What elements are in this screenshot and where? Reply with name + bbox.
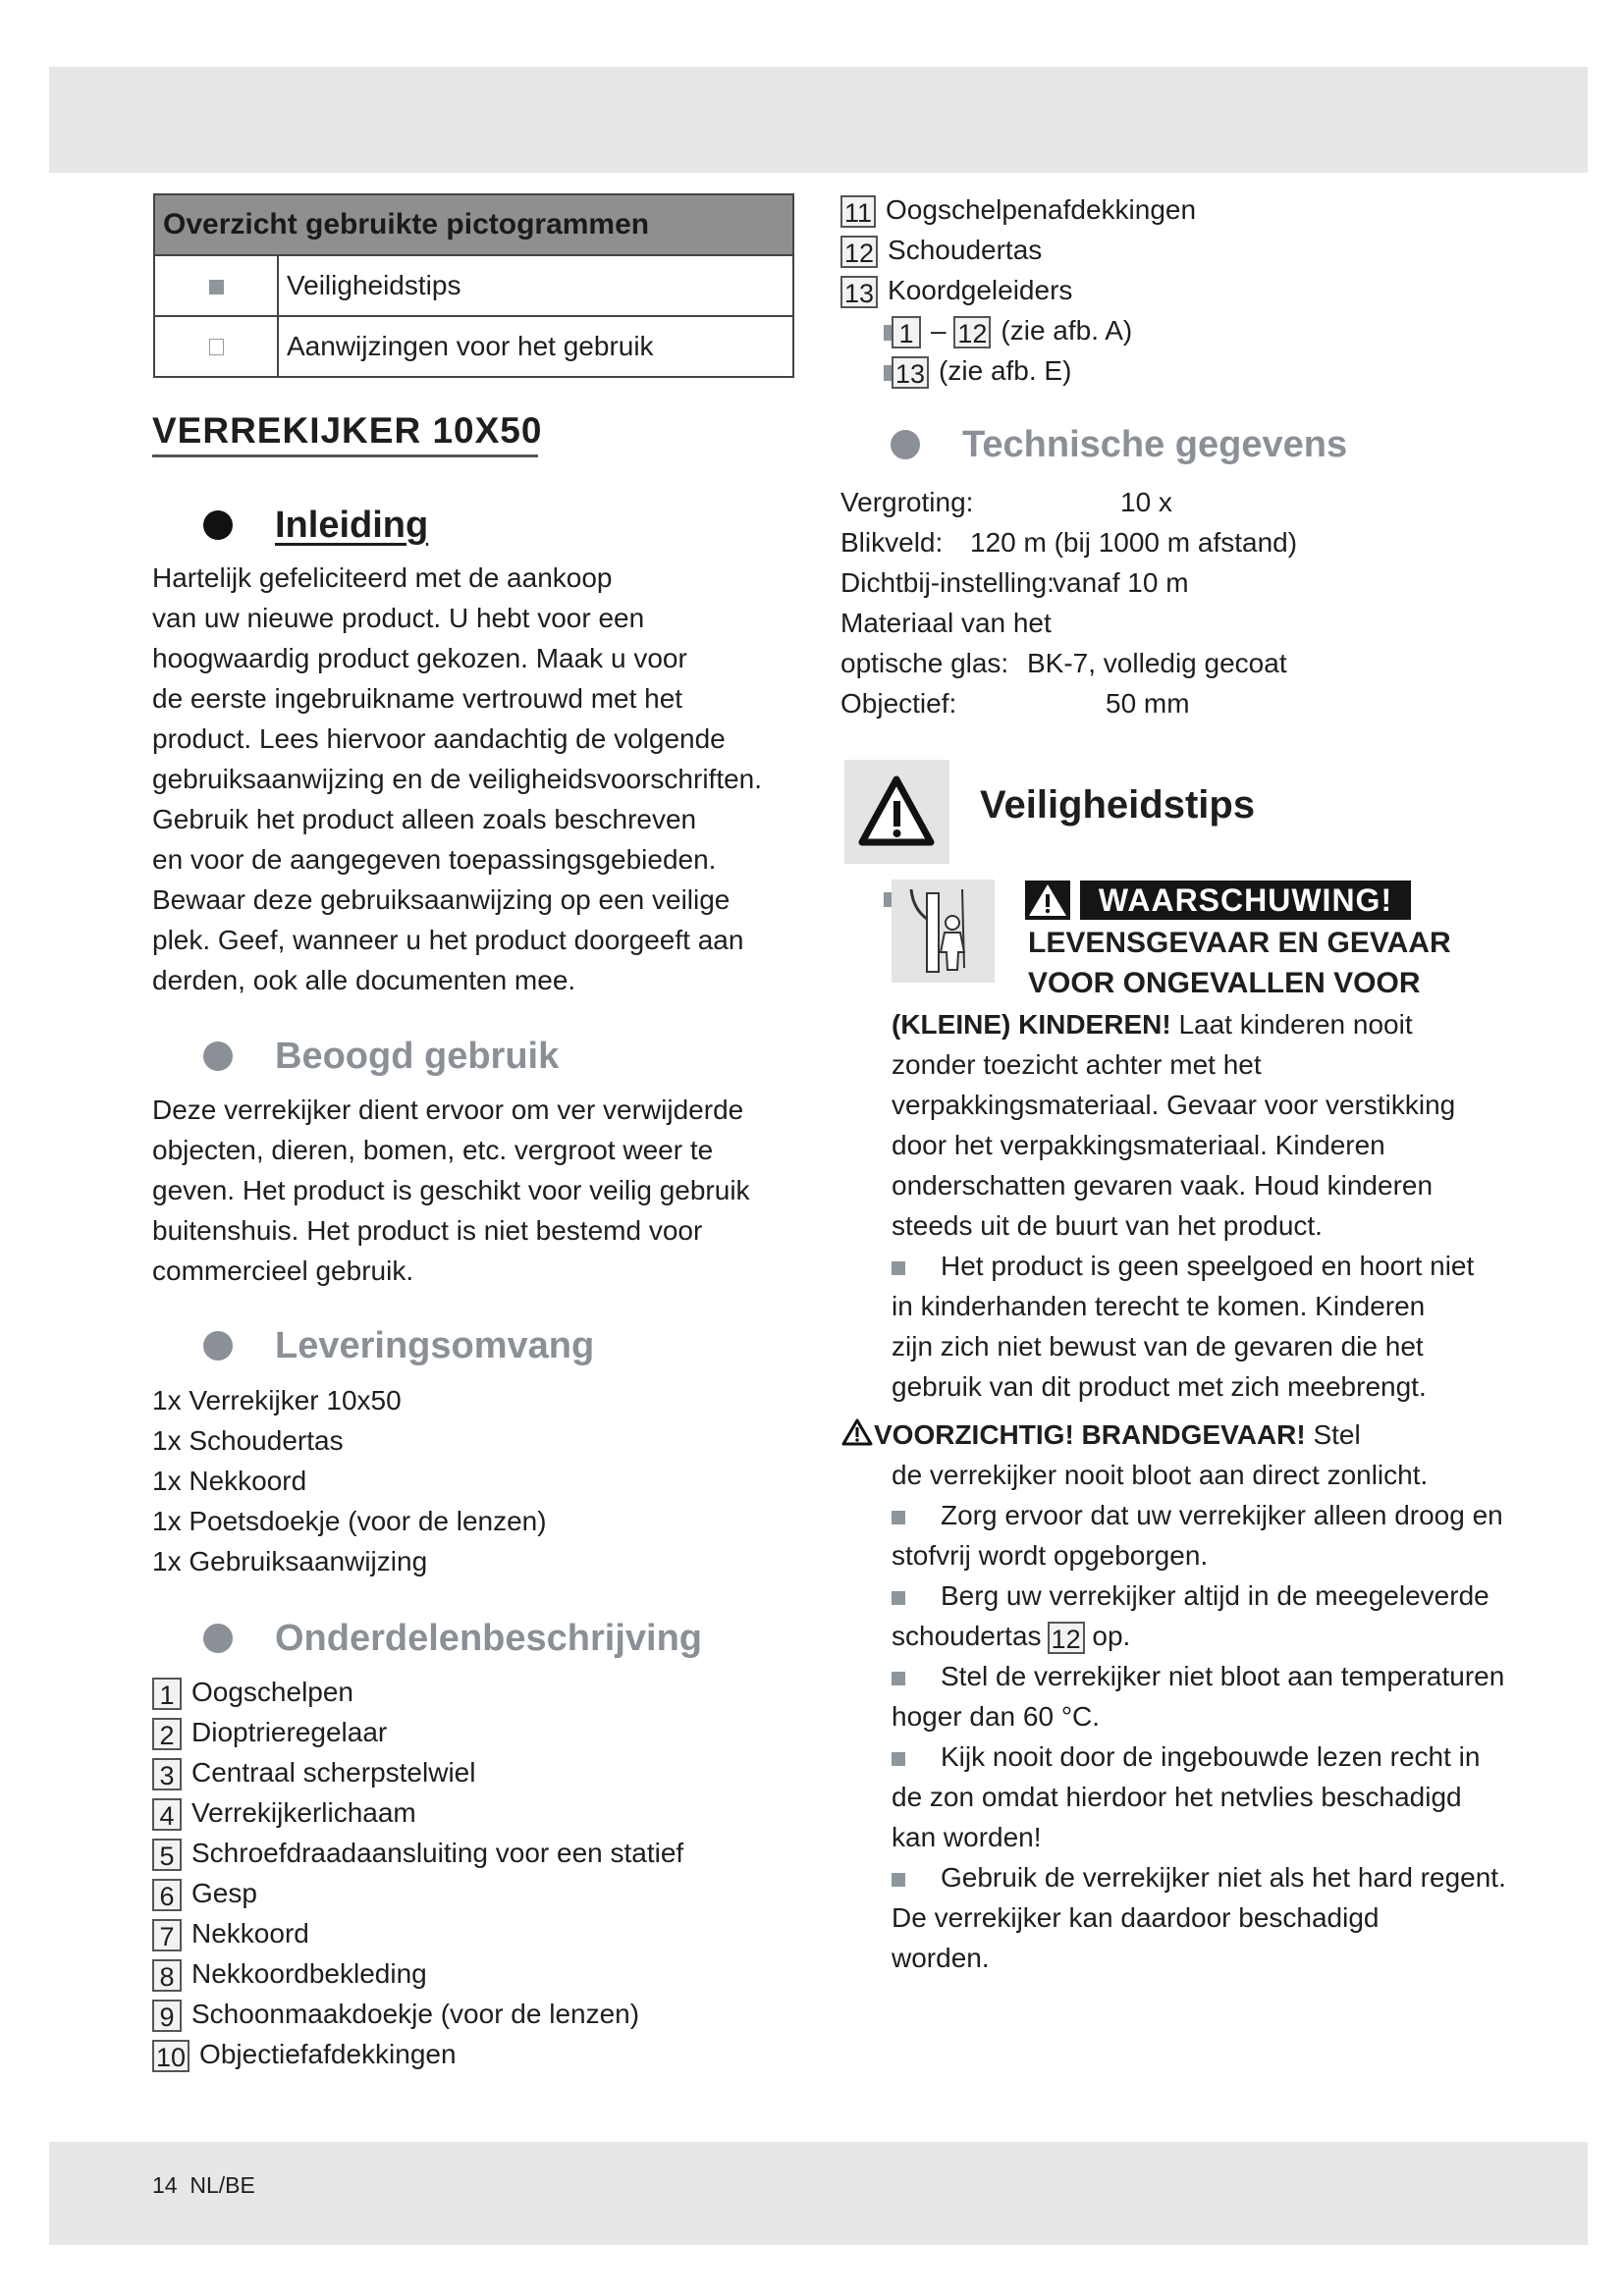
- heading-text: Technische gegevens: [962, 424, 1348, 465]
- part-item: [152, 1873, 683, 1913]
- line-text: Laat kinderen nooit: [1170, 1009, 1413, 1040]
- text-line: 1x Poetsdoekje (voor de lenzen): [152, 1506, 547, 1536]
- part-number: 1: [892, 316, 921, 348]
- line-text: de verrekijker nooit bloot aan direct zonlicht.: [892, 1460, 1429, 1490]
- bullet-square-icon: [892, 1511, 905, 1524]
- parts-ref-line: [884, 310, 1132, 350]
- safety-line: [840, 1415, 1506, 1455]
- part-number: 11: [840, 195, 876, 228]
- parts-list-2: [840, 189, 1196, 310]
- part-number: 13: [892, 356, 929, 389]
- bullet-circle-icon: [203, 1624, 233, 1653]
- line-text: Het product is geen speelgoed en hoort niet: [941, 1251, 1475, 1281]
- delivery-list: [152, 1380, 547, 1581]
- part-item: [152, 1953, 683, 1994]
- part-label: Verrekijkerlichaam: [191, 1797, 416, 1828]
- footer-band: [49, 2142, 1588, 2245]
- safety-line: [840, 1165, 1506, 1205]
- spec-label: optische glas:: [840, 648, 1009, 678]
- spec-label: Objectief:: [840, 688, 957, 719]
- spec-value: vanaf 10 m: [1053, 567, 1189, 598]
- safety-line: [840, 1897, 1506, 1938]
- empty-square-icon: [209, 339, 224, 355]
- pictogram-table: [153, 193, 794, 378]
- bullet-circle-icon: [891, 430, 920, 459]
- line-text: zonder toezicht achter met het: [892, 1049, 1262, 1080]
- line-text: gebruik van dit product met zich meebrengt.: [892, 1371, 1427, 1402]
- safety-line: [840, 1246, 1506, 1286]
- part-number: 8: [152, 1959, 182, 1992]
- line-text: verpakkingsmateriaal. Gevaar voor verstikking: [892, 1090, 1456, 1120]
- line-text: hoger dan 60 °C.: [892, 1701, 1101, 1732]
- bullet-square-icon: [892, 1873, 905, 1887]
- part-item: [152, 1672, 683, 1712]
- part-item: [840, 270, 1196, 310]
- part-item: [152, 1994, 683, 2034]
- part-label: Oogschelpenafdekkingen: [886, 194, 1197, 225]
- spec-row: [840, 482, 1528, 522]
- text-line: de eerste ingebruikname vertrouwd met het: [152, 683, 683, 714]
- line-text: onderschatten gevaren vaak. Houd kinderen: [892, 1170, 1434, 1201]
- bullet-circle-icon: [203, 510, 233, 540]
- safety-line: [840, 1616, 1506, 1656]
- parts-ref-line: [884, 350, 1132, 391]
- spec-label: Dichtbij-instelling:: [840, 567, 1055, 598]
- safety-line: [840, 1938, 1506, 1978]
- line-text: Berg uw verrekijker altijd in de meegeleverde: [941, 1580, 1489, 1611]
- page-footer: [152, 2172, 255, 2199]
- part-label: Nekkoord: [191, 1918, 309, 1949]
- pictogram-table-header: Overzicht gebruikte pictogrammen: [154, 194, 793, 255]
- part-item: [152, 1913, 683, 1953]
- text-line: product. Lees hiervoor aandachtig de volgende: [152, 723, 726, 754]
- spec-label: Vergroting:: [840, 487, 974, 517]
- page-number: 14: [152, 2172, 178, 2198]
- text-line: Hartelijk gefeliciteerd met de aankoop: [152, 562, 613, 593]
- bullet-square-icon: [892, 1752, 905, 1766]
- text-line: 1x Verrekijker 10x50: [152, 1385, 402, 1415]
- spec-value: BK-7, volledig gecoat: [1027, 648, 1287, 678]
- text-line: derden, ook alle documenten mee.: [152, 965, 576, 995]
- warning-label: WAARSCHUWING!: [1080, 881, 1411, 920]
- part-number: 10: [152, 2040, 189, 2072]
- safety-line: [840, 1575, 1506, 1616]
- part-label: Dioptrieregelaar: [191, 1717, 388, 1747]
- line-text: steeds uit de buurt van het product.: [892, 1210, 1323, 1241]
- line-text: Zorg ervoor dat uw verrekijker alleen droog en: [941, 1500, 1503, 1530]
- spec-row: [840, 562, 1528, 603]
- heading-text: Inleiding: [275, 505, 429, 546]
- safety-line: [840, 1286, 1506, 1326]
- line-text: de zon omdat hierdoor het netvlies beschadigd: [892, 1782, 1462, 1812]
- part-number: 2: [152, 1718, 182, 1750]
- product-title: VERREKIJKER 10X50: [152, 410, 543, 451]
- part-item: [152, 1792, 683, 1833]
- safety-line: [840, 1817, 1506, 1857]
- text-line: buitenshuis. Het product is niet bestemd voor: [152, 1215, 703, 1246]
- heading-text: Onderdelenbeschrijving: [275, 1618, 702, 1659]
- line-text: zijn zich niet bewust van de gevaren die het: [892, 1331, 1424, 1362]
- text-line: en voor de aangegeven toepassingsgebieden.: [152, 844, 717, 875]
- text-line: 1x Nekkoord: [152, 1466, 307, 1496]
- spec-row: [840, 683, 1528, 723]
- part-number: 12: [953, 316, 991, 348]
- part-number: 1: [152, 1678, 182, 1710]
- bullet-circle-icon: [203, 1331, 233, 1361]
- title-underline: [152, 454, 538, 457]
- text-line: gebruiksaanwijzing en de veiligheidsvoorschriften.: [152, 764, 763, 794]
- part-number: 5: [152, 1839, 182, 1871]
- heading-text: Beoogd gebruik: [275, 1036, 560, 1077]
- text-line: geven. Het product is geschikt voor veilig gebruik: [152, 1175, 750, 1205]
- filled-square-icon: [209, 280, 224, 294]
- part-number: 9: [152, 2000, 182, 2032]
- ref-text: (zie afb. A): [1001, 315, 1133, 346]
- text-line: hoogwaardig product gekozen. Maak u voor: [152, 643, 687, 673]
- part-item: [152, 1752, 683, 1792]
- warning-triangle-icon: [844, 760, 949, 864]
- header-band: [49, 67, 1588, 173]
- spec-value: 50 mm: [1106, 688, 1190, 719]
- spec-value: 120 m (bij 1000 m afstand): [970, 527, 1298, 558]
- line-text: kan worden!: [892, 1822, 1042, 1852]
- part-label: Gesp: [191, 1878, 257, 1908]
- line-text: stofvrij wordt opgeborgen.: [892, 1540, 1209, 1571]
- text-line: Bewaar deze gebruiksaanwijzing op een veilige: [152, 884, 731, 915]
- text-line: 1x Gebruiksaanwijzing: [152, 1546, 428, 1576]
- safety-line: [840, 1205, 1506, 1246]
- line-text: door het verpakkingsmateriaal. Kinderen: [892, 1130, 1385, 1160]
- caution-triangle-icon: [840, 1419, 874, 1450]
- child-hazard-icon: [892, 880, 995, 983]
- part-label: Nekkoordbekleding: [191, 1958, 427, 1989]
- part-label: Koordgeleiders: [888, 275, 1073, 305]
- specs-table: [840, 482, 1528, 723]
- ref-text: (zie afb. E): [939, 355, 1072, 386]
- heading-text: Leveringsomvang: [275, 1325, 595, 1366]
- line-text: op.: [1084, 1621, 1131, 1651]
- text-line: objecten, dieren, bomen, etc. vergroot weer te: [152, 1135, 714, 1165]
- part-number: 6: [152, 1879, 182, 1911]
- safety-line: [840, 1366, 1506, 1407]
- part-label: Oogschelpen: [191, 1677, 354, 1707]
- part-item: [840, 230, 1196, 270]
- bullet-circle-icon: [203, 1041, 233, 1071]
- safety-line: [840, 1736, 1506, 1777]
- spec-label: Blikveld:: [840, 527, 944, 558]
- spec-label: Materiaal van het: [840, 608, 1052, 638]
- table-row: [154, 316, 793, 377]
- warning-title-line: VOOR ONGEVALLEN VOOR: [1028, 967, 1421, 999]
- text-line: 1x Schoudertas: [152, 1425, 344, 1456]
- part-item: [152, 1833, 683, 1873]
- safety-line: [840, 1857, 1506, 1897]
- part-label: Centraal scherpstelwiel: [191, 1757, 476, 1788]
- safety-line: [840, 1326, 1506, 1366]
- text-line: van uw nieuwe product. U hebt voor een: [152, 603, 645, 633]
- safety-text: [840, 1004, 1506, 1978]
- line-text: Stel: [1305, 1419, 1361, 1450]
- line-text: Stel de verrekijker niet bloot aan temperaturen: [941, 1661, 1505, 1691]
- line-text: De verrekijker kan daardoor beschadigd: [892, 1902, 1380, 1933]
- line-text: Kijk nooit door de ingebouwde lezen recht in: [941, 1741, 1481, 1772]
- pictogram-label: Veiligheidstips: [278, 255, 793, 316]
- text-line: plek. Geef, wanneer u het product doorgeeft aan: [152, 925, 744, 955]
- part-label: Schroefdraadaansluiting voor een statief: [191, 1838, 684, 1868]
- text-line: commercieel gebruik.: [152, 1255, 414, 1286]
- part-label: Schoudertas: [888, 235, 1043, 265]
- intro-text: [152, 558, 762, 1000]
- pictogram-label: Aanwijzingen voor het gebruik: [278, 316, 793, 377]
- safety-line: [840, 1004, 1506, 1044]
- part-label: Schoonmaakdoekje (voor de lenzen): [191, 1999, 640, 2029]
- part-item: [152, 2034, 683, 2074]
- part-item: [840, 189, 1196, 230]
- part-number: 7: [152, 1919, 182, 1951]
- safety-line: [840, 1495, 1506, 1535]
- parts-refs: [884, 310, 1132, 391]
- spec-row: [840, 522, 1528, 562]
- safety-line: [840, 1535, 1506, 1575]
- part-label: Objectiefafdekkingen: [199, 2039, 457, 2069]
- language-code: NL/BE: [189, 2172, 255, 2198]
- small-square-icon: [884, 365, 892, 381]
- part-number: 13: [840, 276, 878, 308]
- warning-icon: [1025, 881, 1070, 920]
- line-text: schoudertas: [892, 1621, 1042, 1651]
- part-number: 4: [152, 1798, 182, 1831]
- safety-line: [840, 1696, 1506, 1736]
- part-item: [152, 1712, 683, 1752]
- bullet-square-icon: [892, 1672, 905, 1685]
- warning-title-line: LEVENSGEVAAR EN GEVAAR: [1028, 927, 1451, 959]
- safety-line: [840, 1044, 1506, 1085]
- dash: –: [931, 315, 947, 346]
- table-row: [154, 255, 793, 316]
- safety-heading: Veiligheidstips: [980, 783, 1256, 827]
- line-text: in kinderhanden terecht te komen. Kinderen: [892, 1291, 1426, 1321]
- line-text: Gebruik de verrekijker niet als het hard regent.: [941, 1862, 1506, 1893]
- warning-title: [1028, 923, 1451, 1003]
- text-line: Gebruik het product alleen zoals beschreven: [152, 804, 697, 834]
- bullet-square-icon: [892, 1591, 905, 1605]
- line-text: worden.: [892, 1943, 990, 1973]
- spec-row: [840, 603, 1528, 643]
- text-line: Deze verrekijker dient ervoor om ver verwijderde: [152, 1095, 744, 1125]
- small-square-icon: [884, 325, 892, 341]
- part-number: 12: [840, 236, 878, 268]
- spec-row: [840, 643, 1528, 683]
- bold-text: VOORZICHTIG! BRANDGEVAAR!: [874, 1419, 1306, 1450]
- part-number: 3: [152, 1758, 182, 1790]
- bold-text: (KLEINE) KINDEREN!: [892, 1009, 1171, 1040]
- safety-line: [840, 1656, 1506, 1696]
- intended-use-text: [152, 1090, 750, 1291]
- spec-value: 10 x: [1120, 487, 1172, 517]
- safety-line: [840, 1777, 1506, 1817]
- safety-line: [840, 1125, 1506, 1165]
- bullet-square-icon: [892, 1261, 905, 1275]
- safety-line: [840, 1085, 1506, 1125]
- safety-line: [840, 1455, 1506, 1495]
- part-number: 12: [1048, 1622, 1085, 1654]
- parts-list-1: [152, 1672, 683, 2074]
